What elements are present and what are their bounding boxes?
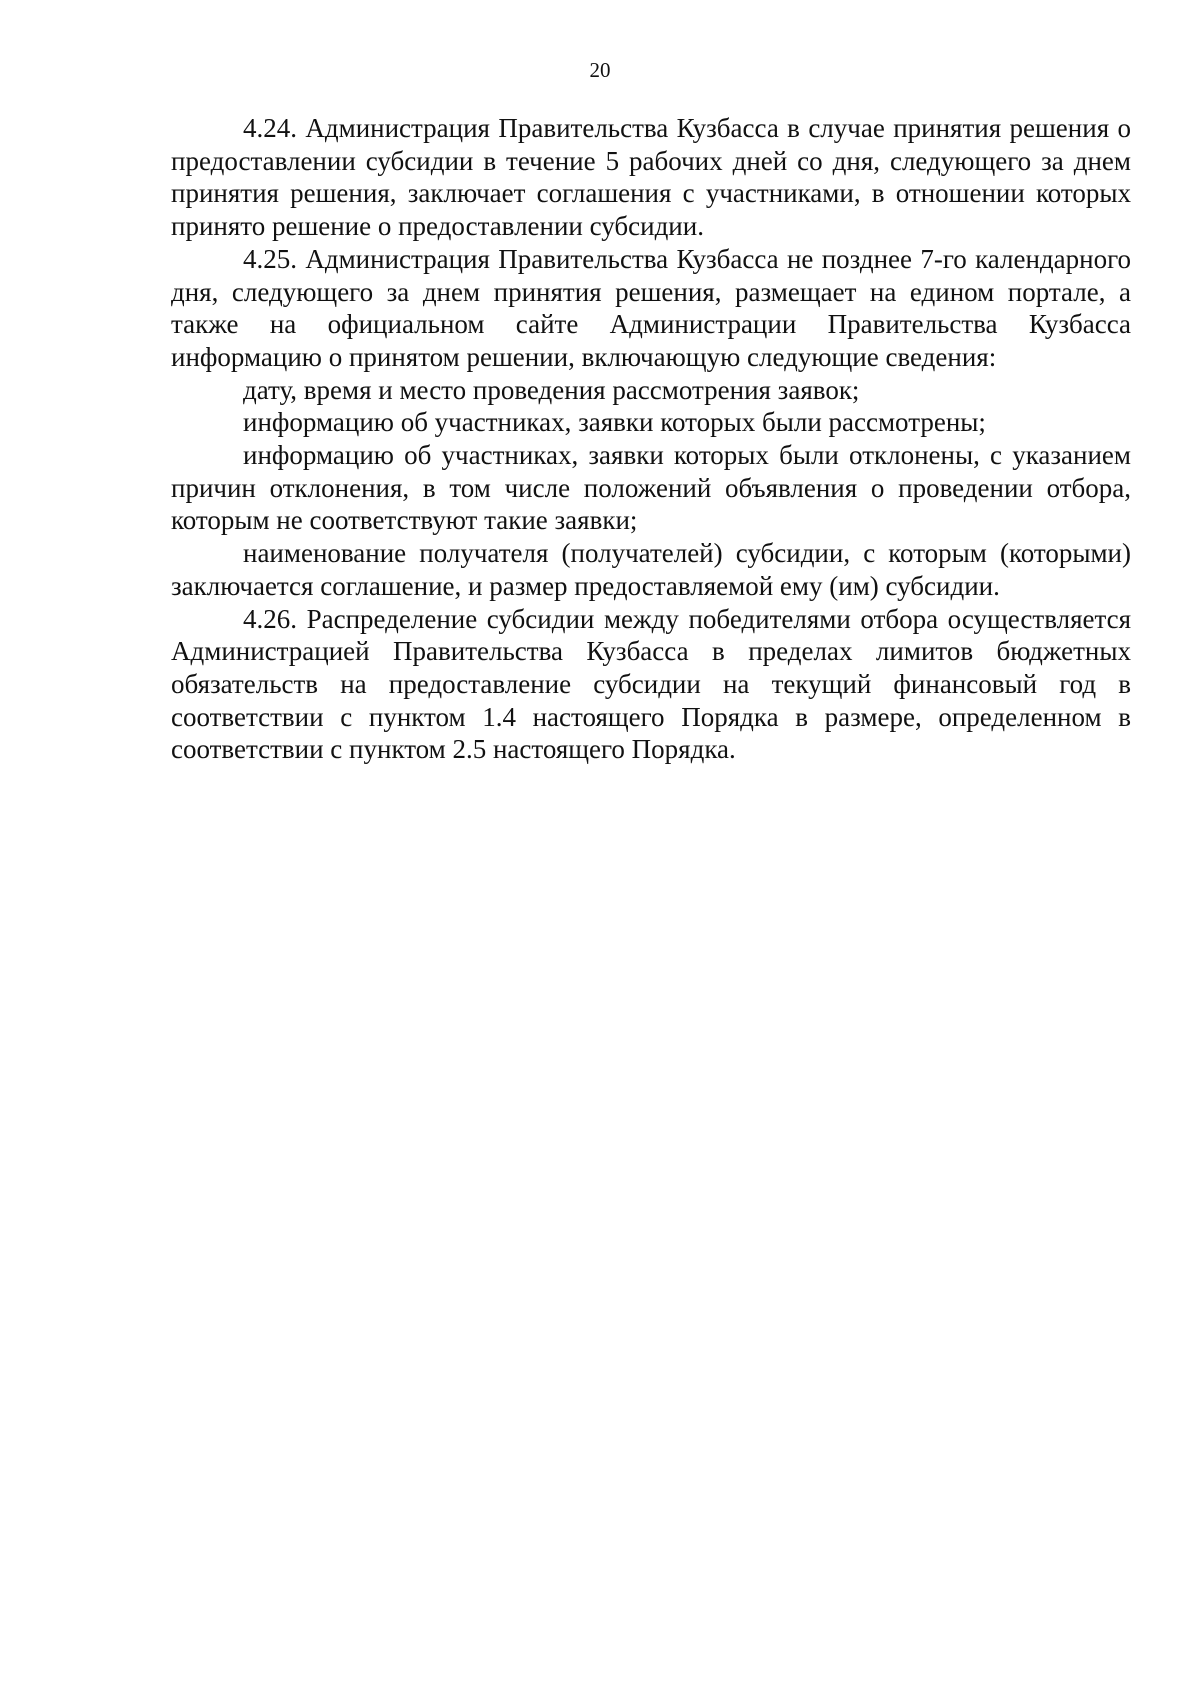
page-number: 20 [589,58,611,82]
list-item-reviewed-participants: информацию об участниках, заявки которых были рассмотрены; [243,407,986,438]
paragraph-4-25: 4.25. Администрация Правительства Кузбасса не позднее 7-го календарного дня, следующего за днем принятия решения, размещает на едином портале, а также на официальном сайте Администрации Правительства Кузбасса информацию о принятом решении, включающую следующие сведения: [171,243,1131,372]
paragraph-4-24: 4.24. Администрация Правительства Кузбасса в случае принятия решения о предоставлении субсидии в течение 5 рабочих дней со дня, следующего за днем принятия решения, заключает соглашения с участниками, в отношении которых принято решение о предоставлении субсидии. [171,113,1131,242]
list-item-rejected-participants: информацию об участниках, заявки которых были отклонены, с указанием причин отклонения, в том числе положений объявления о проведении отбора, которым не соответствуют такие заявки; [171,440,1131,536]
document-body [171,112,1131,766]
list-item-review-date: дату, время и место проведения рассмотрения заявок; [243,374,860,405]
list-item-recipient-name: наименование получателя (получателей) субсидии, с которым (которыми) заключается соглашение, и размер предоставляемой ему (им) субсидии. [171,538,1131,601]
paragraph-4-26: 4.26. Распределение субсидии между победителями отбора осуществляется Администрацией Правительства Кузбасса в пределах лимитов бюджетных обязательств на предоставление субсидии на текущий финансовый год в соответствии с пунктом 1.4 настоящего Порядка в размере, определенном в соответствии с пунктом 2.5 настоящего Порядка. [171,603,1131,765]
